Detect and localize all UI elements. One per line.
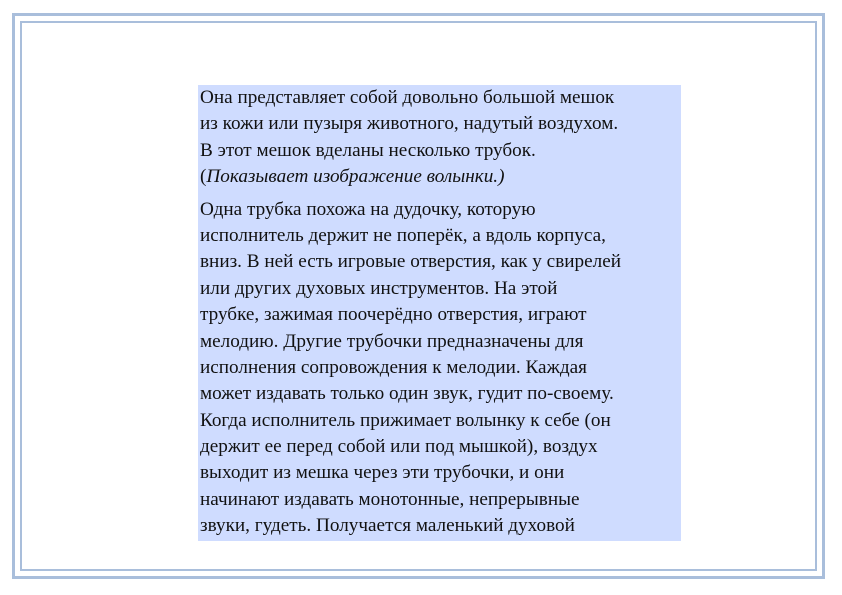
text-line: вниз. В ней есть игровые отверстия, как у свирелей — [200, 251, 621, 273]
text-line: держит ее перед собой или под мышкой), воздух — [200, 436, 598, 458]
text-line: может издавать только один звук, гудит по-своему. — [200, 383, 614, 405]
text-block — [198, 85, 681, 541]
text-line: трубке, зажимая поочерёдно отверстия, играют — [200, 304, 587, 326]
text-line: звуки, гудеть. Получается маленький духовой — [200, 515, 575, 537]
text-line: В этот мешок вделаны несколько трубок. — [200, 139, 536, 161]
text-line: Когда исполнитель прижимает волынку к себе (он — [200, 409, 611, 431]
paragraph-bagpipe-playing — [200, 197, 681, 540]
text-line: выходит из мешка через эти трубочки, и они — [200, 462, 565, 484]
stage-direction-italic: Показывает изображение волынки.) — [206, 166, 505, 188]
text-line: исполнения сопровождения к мелодии. Каждая — [200, 356, 587, 378]
text-line: исполнитель держит не поперёк, а вдоль корпуса, — [200, 224, 606, 246]
paragraph-bagpipe-description — [200, 85, 681, 191]
text-line: или других духовых инструментов. На этой — [200, 277, 558, 299]
text-line: начинают издавать монотонные, непрерывные — [200, 488, 580, 510]
text-line: из кожи или пузыря животного, надутый воздухом. — [200, 113, 619, 135]
stage-direction-open-paren: ( — [200, 166, 207, 188]
text-line: Она представляет собой довольно большой мешок — [200, 87, 615, 108]
text-line: мелодию. Другие трубочки предназначены для — [200, 330, 584, 352]
text-line: Одна трубка похожа на дудочку, которую — [200, 198, 536, 220]
stage-direction-line — [200, 164, 681, 190]
